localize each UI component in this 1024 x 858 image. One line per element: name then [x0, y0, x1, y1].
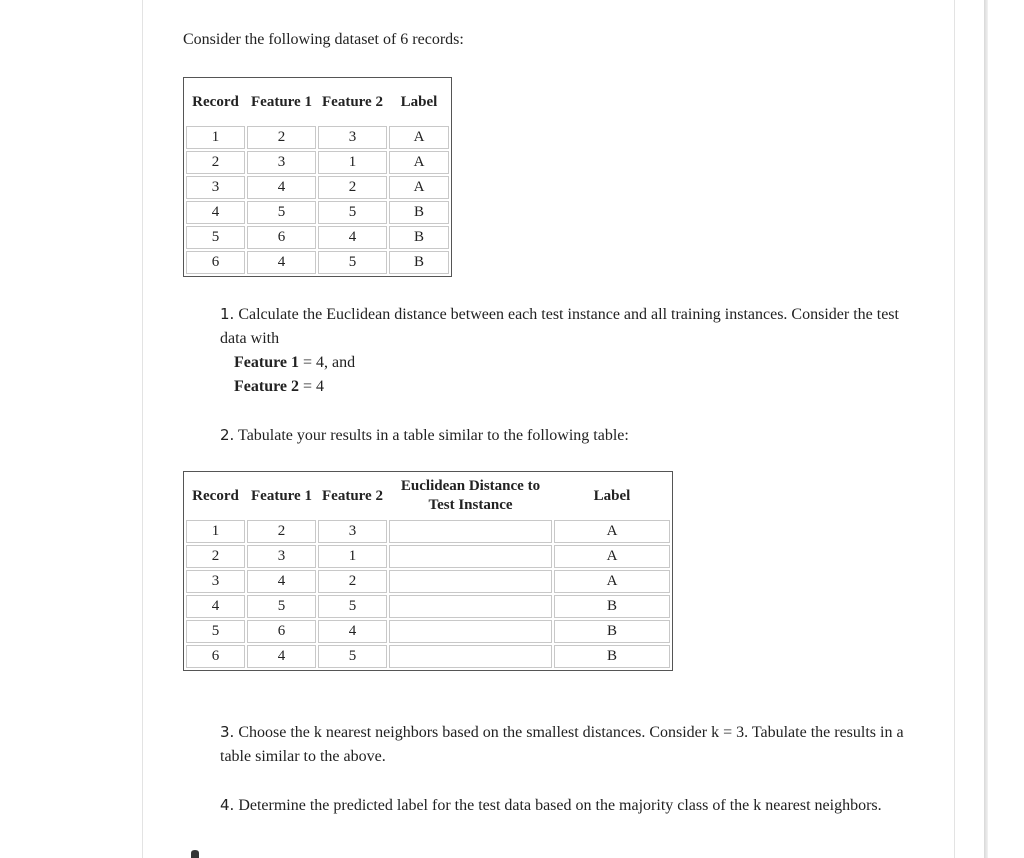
cell-feature1: 3 — [247, 545, 316, 568]
cell-feature1: 6 — [247, 226, 316, 249]
cell-label: A — [554, 520, 670, 543]
table-row — [186, 151, 449, 174]
table-row — [186, 226, 449, 249]
question-2 — [220, 423, 920, 448]
cell-feature2: 1 — [318, 151, 387, 174]
question-1 — [220, 302, 920, 399]
cell-feature2: 5 — [318, 201, 387, 224]
test-feature-2-value: = 4 — [299, 378, 325, 395]
table-row — [186, 570, 670, 593]
table-header-row — [186, 80, 449, 124]
header-feature-2: Feature 2 — [322, 93, 383, 110]
cell-label: B — [389, 251, 449, 274]
test-feature-2-label: Feature 2 — [234, 378, 300, 395]
cell-label: A — [554, 545, 670, 568]
cell-distance — [389, 520, 552, 543]
cell-label: A — [554, 570, 670, 593]
cell-distance — [389, 570, 552, 593]
question-2-text: Tabulate your results in a table similar to the following table: — [238, 427, 629, 444]
cell-feature2: 3 — [318, 520, 387, 543]
test-feature-1 — [220, 351, 920, 375]
cell-distance — [389, 645, 552, 668]
table-row — [186, 595, 670, 618]
cell-distance — [389, 620, 552, 643]
cell-record: 3 — [186, 570, 245, 593]
header-feature-1: Feature 1 — [251, 487, 312, 504]
cell-label: B — [554, 620, 670, 643]
scrollbar-edge — [984, 0, 988, 858]
cell-record: 2 — [186, 545, 245, 568]
question-1-text: Calculate the Euclidean distance between each test instance and all training instances. Consider the test data with — [220, 306, 899, 347]
cutoff-icon — [189, 850, 201, 858]
cell-label: A — [389, 176, 449, 199]
question-3-text: Choose the k nearest neighbors based on the smallest distances. Consider k = 3. Tabulate the results in a table similar to the above. — [220, 724, 904, 765]
cell-record: 4 — [186, 201, 245, 224]
cell-label: A — [389, 151, 449, 174]
table-row — [186, 126, 449, 149]
cell-feature1: 2 — [247, 520, 316, 543]
question-3 — [220, 720, 920, 769]
cell-label: B — [389, 226, 449, 249]
question-2-number: 2. — [220, 426, 235, 444]
question-4-number: 4. — [220, 796, 235, 814]
cell-feature2: 3 — [318, 126, 387, 149]
cell-feature1: 6 — [247, 620, 316, 643]
table-row — [186, 545, 670, 568]
cell-record: 6 — [186, 251, 245, 274]
cell-label: B — [554, 595, 670, 618]
cell-label: B — [554, 645, 670, 668]
table-row — [186, 176, 449, 199]
cell-feature2: 4 — [318, 226, 387, 249]
cell-feature2: 4 — [318, 620, 387, 643]
question-3-number: 3. — [220, 723, 235, 741]
question-4 — [220, 793, 920, 818]
cell-distance — [389, 545, 552, 568]
cell-feature2: 5 — [318, 595, 387, 618]
table-row — [186, 620, 670, 643]
test-feature-2 — [220, 375, 920, 399]
header-euclidean-distance: Euclidean Distance to Test Instance — [400, 478, 541, 513]
cell-record: 5 — [186, 226, 245, 249]
table-header-row — [186, 474, 670, 518]
test-feature-1-label: Feature 1 — [234, 354, 300, 371]
cell-feature2: 5 — [318, 645, 387, 668]
cell-record: 1 — [186, 126, 245, 149]
cell-feature1: 4 — [247, 570, 316, 593]
cell-record: 4 — [186, 595, 245, 618]
cell-feature1: 3 — [247, 151, 316, 174]
cell-record: 5 — [186, 620, 245, 643]
header-feature-1: Feature 1 — [251, 93, 312, 110]
test-feature-1-value: = 4, and — [299, 354, 356, 371]
cell-record: 2 — [186, 151, 245, 174]
cell-feature1: 5 — [247, 595, 316, 618]
cell-feature2: 2 — [318, 570, 387, 593]
cell-feature1: 4 — [247, 251, 316, 274]
header-label: Label — [400, 93, 438, 110]
cell-feature1: 4 — [247, 176, 316, 199]
cell-record: 1 — [186, 520, 245, 543]
cell-feature1: 5 — [247, 201, 316, 224]
header-label: Label — [593, 487, 631, 504]
intro-text: Consider the following dataset of 6 records: — [183, 31, 464, 48]
table-row — [186, 201, 449, 224]
dataset-table — [183, 77, 452, 277]
table-row — [186, 520, 670, 543]
cell-distance — [389, 595, 552, 618]
cell-label: A — [389, 126, 449, 149]
distance-table — [183, 471, 673, 671]
table-row — [186, 251, 449, 274]
cell-record: 3 — [186, 176, 245, 199]
cell-record: 6 — [186, 645, 245, 668]
cell-feature2: 5 — [318, 251, 387, 274]
question-1-number: 1. — [220, 305, 235, 323]
cell-feature2: 2 — [318, 176, 387, 199]
cell-feature2: 1 — [318, 545, 387, 568]
question-4-text: Determine the predicted label for the test data based on the majority class of the k nearest neighbors. — [238, 797, 882, 814]
header-feature-2: Feature 2 — [322, 487, 383, 504]
table-row — [186, 645, 670, 668]
header-record: Record — [192, 487, 239, 504]
cell-feature1: 4 — [247, 645, 316, 668]
cell-feature1: 2 — [247, 126, 316, 149]
header-record: Record — [192, 93, 239, 110]
cell-label: B — [389, 201, 449, 224]
